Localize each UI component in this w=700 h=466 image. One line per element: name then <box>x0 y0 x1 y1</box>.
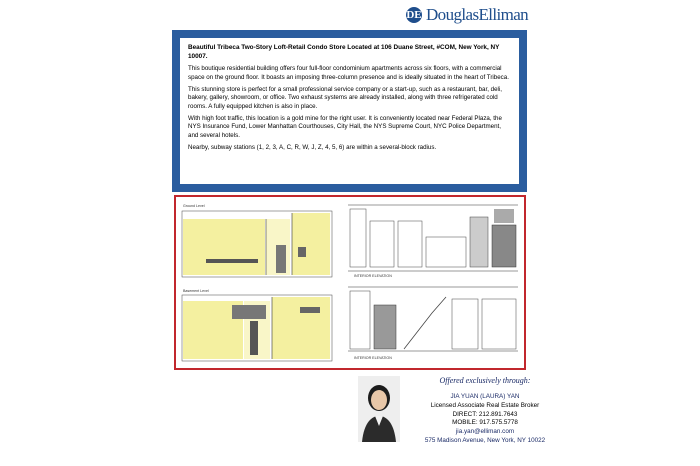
listing-description-frame <box>172 30 527 192</box>
listing-paragraph: This stunning store is perfect for a small professional service company or a start-up, such as a restaurant, bar, deli, bakery, gallery, showroom, or office. Two exhaust systems are already installed, along with three refrigerated cold rooms. A fully equipped kitchen is also in place. <box>188 86 502 110</box>
brand-logo <box>406 4 528 26</box>
agent-name: JIA YUAN (LAURA) YAN <box>450 393 520 400</box>
interior-elevation-drawings <box>344 201 522 364</box>
elevation-label: INTERIOR ELEVATION <box>354 274 392 278</box>
listing-title: Beautiful Tribeca Two-Story Loft-Retail Condo Store Located at 106 Duane Street, #COM, New York, NY 10007. <box>188 44 500 60</box>
listing-paragraph: Nearby, subway stations (1, 2, 3, A, C, R, W, J, Z, 4, 5, 6) are within a several-block radius. <box>188 144 437 152</box>
agent-photo <box>358 376 400 442</box>
logo-mark-icon: DE <box>406 9 422 21</box>
listing-paragraph: This boutique residential building offers four full-floor condominium apartments across six floors, with a commercial space on the ground floor. It boasts an imposing three-column presence and is ideally situated in the heart of Tribeca. <box>188 65 509 81</box>
offered-heading: Offered exclusively through: <box>439 376 531 385</box>
lower-plan-label: Basement Level <box>183 289 209 293</box>
elevation-label: INTERIOR ELEVATION <box>354 356 392 360</box>
agent-title: Licensed Associate Real Estate Broker <box>430 401 540 409</box>
floor-plans-frame <box>174 195 526 370</box>
agent-contact-block <box>358 376 546 445</box>
upper-plan-label: Ground Level <box>183 204 205 208</box>
agent-details <box>402 376 568 446</box>
agent-direct-phone: DIRECT: 212.891.7643 <box>452 410 518 418</box>
agent-address: 575 Madison Avenue, New York, NY 10022 <box>424 437 546 445</box>
agent-portrait-icon <box>358 376 400 442</box>
listing-paragraph: With high foot traffic, this location is a gold mine for the right user. It is conveniently located near Federal Plaza, the NYS Insurance Fund, Lower Manhattan Courthouses, City Hall, the NYS Supreme Court, NYC Police Department, and several hotels. <box>188 115 502 139</box>
agent-email-link[interactable]: jia.yan@elliman.com <box>455 428 515 436</box>
listing-description <box>180 38 519 184</box>
agent-mobile-phone: MOBILE: 917.575.5778 <box>452 419 518 427</box>
brand-name: DouglasElliman <box>426 5 529 24</box>
floor-plan-drawings <box>180 201 340 364</box>
